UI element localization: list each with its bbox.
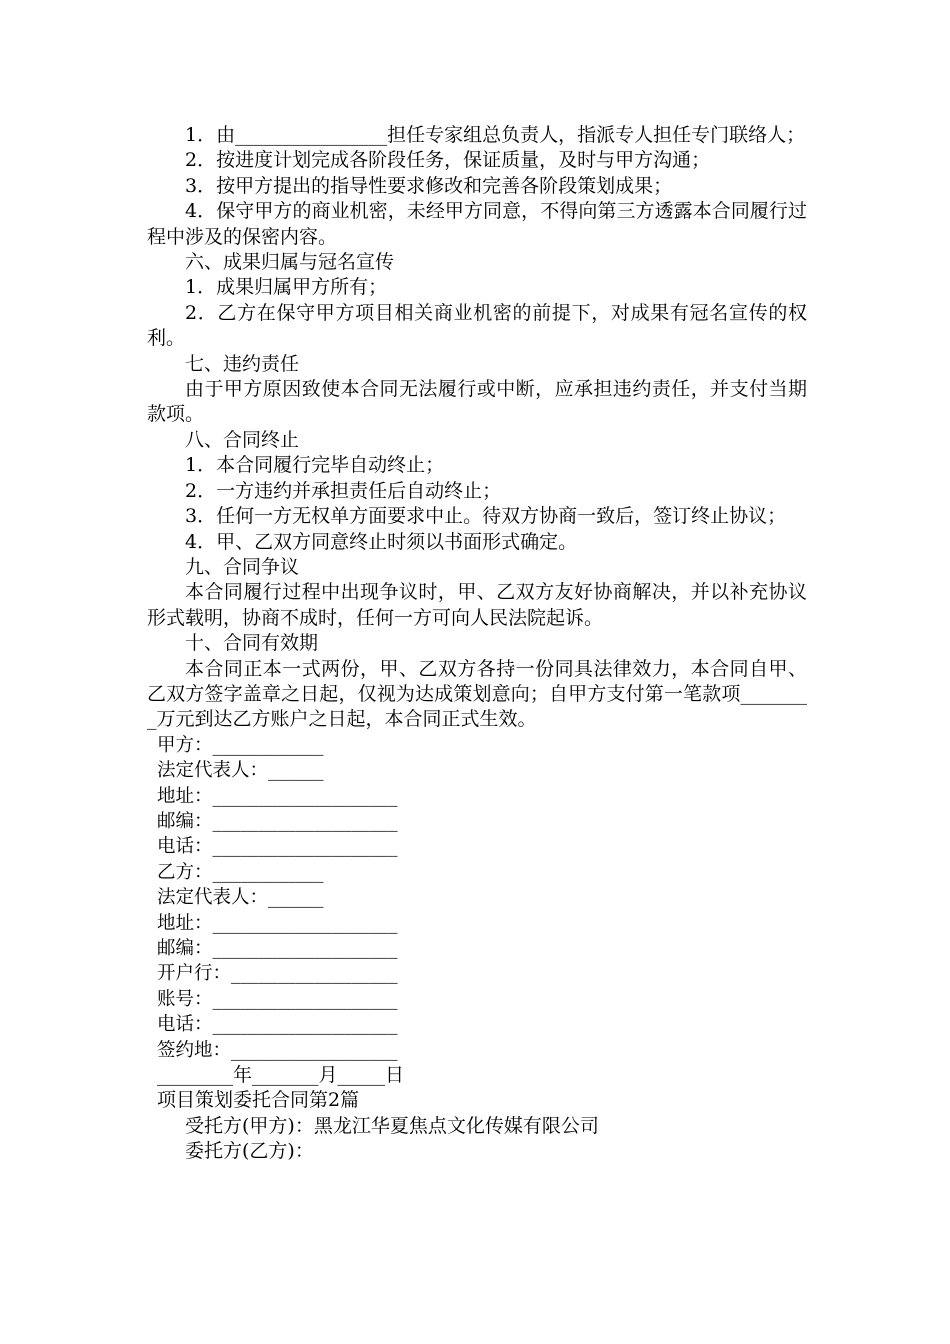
party-b-name-field: 乙方：____________: [157, 861, 324, 883]
party-b-representative-field: 法定代表人：______: [157, 887, 324, 909]
section-10-text: 本合同正本一式两份，甲、乙双方各持一份同具法律效力，本合同自甲、乙双方签字盖章之日起，仅视为达成策划意向；自甲方支付第一笔款项________万元到达乙方账户之日起，本合同正式生效。: [147, 657, 807, 731]
section-6-item-2: 2．乙方在保守甲方项目相关商业机密的前提下，对成果有冠名宣传的权利。: [147, 301, 807, 350]
section-8-item-1: 1．本合同履行完毕自动终止；: [185, 454, 445, 477]
party-b-postcode-field: 邮编：____________________: [157, 938, 398, 959]
section-heading-8: 八、合同终止: [185, 428, 300, 451]
section-heading-10: 十、合同有效期: [185, 632, 319, 655]
signing-place-field: 签约地：__________________: [157, 1039, 398, 1061]
clause-3: 3．按甲方提出的指导性要求修改和完善各阶段策划成果；: [185, 174, 673, 197]
section-7-text: 由于甲方原因致使本合同无法履行或中断，应承担违约责任，并支付当期款项。: [147, 378, 807, 426]
second-contract-client: 委托方(乙方)：: [185, 1140, 314, 1163]
party-b-phone-field: 电话：____________________: [157, 1014, 398, 1036]
signing-date-line: ________年_______月_____日: [157, 1064, 405, 1087]
section-6-item-1: 1．成果归属甲方所有；: [185, 276, 388, 299]
section-8-item-3: 3．任何一方无权单方面要求中止。待双方协商一致后，签订终止协议；: [185, 505, 787, 528]
party-a-address-field: 地址：____________________: [157, 785, 398, 807]
section-8-item-4: 4．甲、乙双方同意终止时须以书面形式确定。: [185, 530, 578, 553]
section-heading-6: 六、成果归属与冠名宣传: [185, 251, 395, 274]
second-contract-trustee: 受托方(甲方)：黑龙江华夏焦点文化传媒有限公司: [185, 1114, 599, 1137]
section-9-text: 本合同履行过程中出现争议时，甲、乙双方友好协商解决，并以补充协议形式载明，协商不成时，任何一方可向人民法院起诉。: [147, 581, 807, 629]
party-a-phone-field: 电话：____________________: [157, 836, 398, 858]
party-b-bank-field: 开户行：__________________: [157, 963, 398, 985]
document-body: [147, 123, 807, 1165]
party-a-postcode-field: 邮编：____________________: [157, 810, 398, 832]
clause-4: 4．保守甲方的商业机密，未经甲方同意，不得向第三方透露本合同履行过程中涉及的保密内容。: [147, 200, 807, 248]
section-heading-7: 七、违约责任: [185, 352, 300, 375]
party-a-representative-field: 法定代表人：______: [157, 760, 324, 782]
second-contract-title: 项目策划委托合同第2篇: [157, 1089, 360, 1112]
party-b-account-field: 账号：____________________: [157, 988, 398, 1010]
section-8-item-2: 2．一方违约并承担责任后自动终止；: [185, 479, 502, 502]
section-heading-9: 九、合同争议: [185, 555, 300, 578]
clause-2: 2．按进度计划完成各阶段任务，保证质量，及时与甲方沟通；: [185, 149, 711, 172]
party-a-name-field: 甲方：____________: [157, 734, 324, 756]
clause-1: 1．由________________担任专家组总负责人，指派专人担任专门联络人；: [185, 124, 806, 146]
party-b-address-field: 地址：____________________: [157, 912, 398, 934]
